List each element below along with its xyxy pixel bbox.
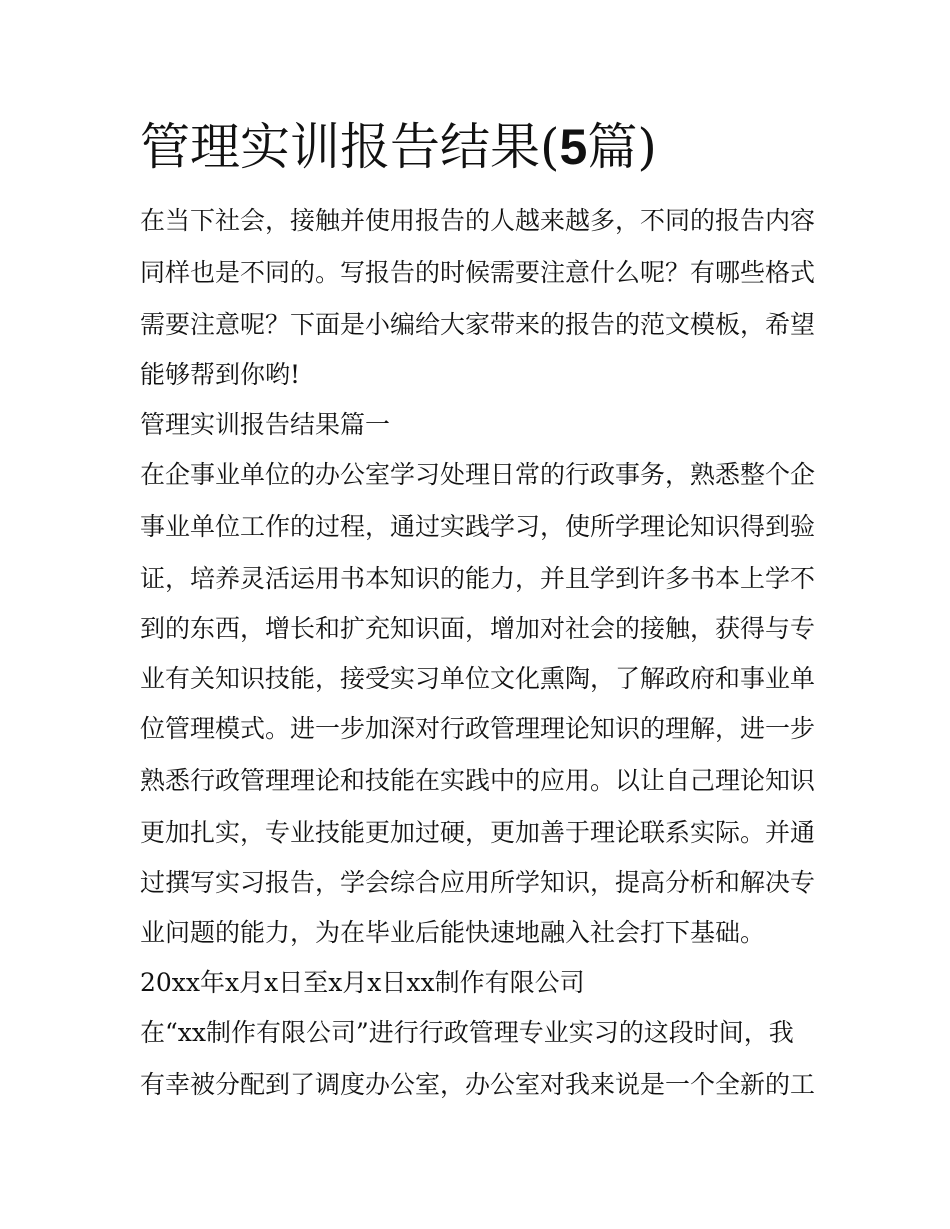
- body-line-2: 同样也是不同的。写报告的时候需要注意什么呢？有哪些格式: [140, 258, 816, 287]
- body-line-6: 在企事业单位的办公室学习处理日常的行政事务，熟悉整个企: [140, 460, 816, 489]
- body-line-10: 业有关知识技能，接受实习单位文化熏陶，了解政府和事业单: [140, 664, 816, 693]
- body-line-17: 在“xx制作有限公司”进行行政管理专业实习的这段时间，我: [140, 1018, 794, 1047]
- body-line-3: 需要注意呢？下面是小编给大家带来的报告的范文模板，希望: [140, 310, 816, 339]
- body-line-14: 过撰写实习报告，学会综合应用所学知识，提高分析和解决专: [140, 868, 816, 897]
- section-heading: 管理实训报告结果篇一: [140, 410, 391, 439]
- body-line-18: 有幸被分配到了调度办公室，办公室对我来说是一个全新的工: [140, 1070, 816, 1099]
- body-line-12: 熟悉行政管理理论和技能在实践中的应用。以让自己理论知识: [140, 766, 816, 795]
- body-line-13: 更加扎实，专业技能更加过硬，更加善于理论联系实际。并通: [140, 818, 816, 847]
- title-tail: 篇): [587, 118, 657, 176]
- date-company-line: 20xx年x月x日至x月x日xx制作有限公司: [140, 968, 585, 997]
- body-line-9: 到的东西，增长和扩充知识面，增加对社会的接触，获得与专: [140, 614, 816, 643]
- title-count: 5: [559, 119, 588, 175]
- title-main: 管理实训报告结果(: [140, 118, 560, 176]
- body-line-8: 证，培养灵活运用书本知识的能力，并且学到许多书本上学不: [140, 564, 816, 593]
- document-title: [140, 112, 657, 182]
- body-line-11: 位管理模式。进一步加深对行政管理理论知识的理解，进一步: [140, 714, 816, 743]
- body-line-15: 业问题的能力，为在毕业后能快速地融入社会打下基础。: [140, 918, 766, 947]
- body-line-7: 事业单位工作的过程，通过实践学习，使所学理论知识得到验: [140, 512, 816, 541]
- body-line-4: 能够帮到你哟!: [140, 360, 301, 389]
- body-line-1: 在当下社会，接触并使用报告的人越来越多，不同的报告内容: [140, 206, 816, 235]
